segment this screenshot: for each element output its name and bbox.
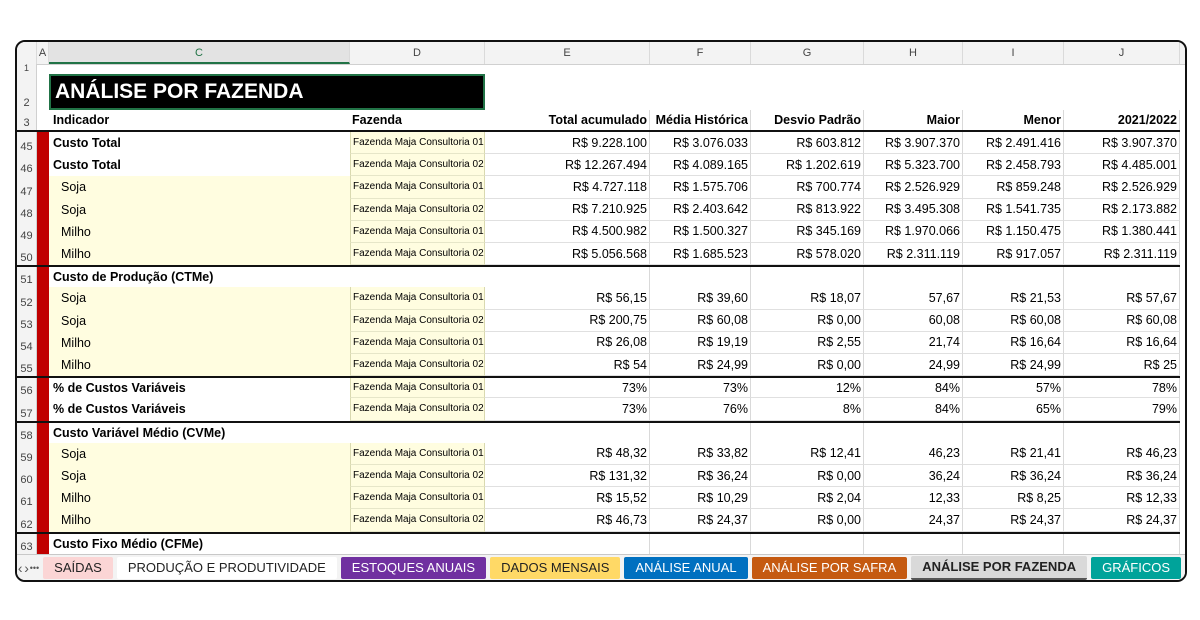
value-cell-f[interactable]: R$ 1.575.706	[650, 176, 751, 198]
value-cell-g[interactable]	[751, 423, 864, 443]
row-indicator-bar	[37, 378, 49, 398]
value-cell-f[interactable]: R$ 19,19	[650, 332, 751, 354]
sheet-row	[17, 74, 485, 110]
value-cell-i[interactable]: R$ 1.150.475	[963, 221, 1064, 243]
value-cell-i[interactable]: R$ 1.541.735	[963, 199, 1064, 221]
column-header-f[interactable]: F	[650, 42, 751, 64]
value-cell-e[interactable]	[485, 267, 650, 287]
farm-cell[interactable]: Fazenda Maja Consultoria 01	[350, 287, 485, 309]
value-cell-f[interactable]: 73%	[650, 378, 751, 398]
column-header-bar	[17, 42, 1185, 65]
value-cell-j[interactable]: R$ 60,08	[1064, 310, 1180, 332]
table-row	[17, 443, 1180, 465]
value-cell-i[interactable]	[963, 423, 1064, 443]
value-cell-h[interactable]: 36,24	[864, 465, 963, 487]
table-row	[17, 176, 1180, 198]
table-row	[17, 332, 1180, 354]
value-cell-e[interactable]: R$ 7.210.925	[485, 199, 650, 221]
row-indicator-bar	[37, 287, 49, 309]
sheet-tab[interactable]: ANÁLISE POR SAFRA	[752, 557, 908, 579]
header-menor: Menor	[963, 110, 1064, 130]
row-indicator-bar	[37, 443, 49, 465]
header-fazenda: Fazenda	[352, 113, 403, 127]
indicator-cell[interactable]: Milho	[49, 354, 350, 376]
value-cell-e[interactable]: 73%	[485, 378, 650, 398]
value-cell-f[interactable]: R$ 1.500.327	[650, 221, 751, 243]
value-cell-e[interactable]: R$ 4.727.118	[485, 176, 650, 198]
value-cell-i[interactable]: R$ 36,24	[963, 465, 1064, 487]
row-indicator-bar	[37, 132, 49, 154]
row-number[interactable]: 55	[17, 354, 37, 376]
value-cell-i[interactable]	[963, 534, 1064, 554]
column-header-j[interactable]: J	[1064, 42, 1180, 64]
farm-cell[interactable]: Fazenda Maja Consultoria 01	[350, 176, 485, 198]
value-cell-i[interactable]: 57%	[963, 378, 1064, 398]
select-all-corner[interactable]	[17, 42, 37, 64]
sheet-tab-bar	[17, 554, 1185, 581]
indicator-cell[interactable]: Milho	[49, 487, 350, 509]
table-row	[17, 398, 1180, 420]
value-cell-i[interactable]	[963, 267, 1064, 287]
sheet-tab[interactable]: SAÍDAS	[43, 557, 113, 579]
value-cell-h[interactable]: 24,99	[864, 354, 963, 376]
value-cell-f[interactable]: R$ 2.403.642	[650, 199, 751, 221]
value-cell-i[interactable]: R$ 2.491.416	[963, 132, 1064, 154]
indicator-cell[interactable]: % de Custos Variáveis	[53, 402, 186, 417]
value-cell-h[interactable]: 84%	[864, 398, 963, 420]
value-cell-f[interactable]	[650, 267, 751, 287]
column-header-d[interactable]: D	[350, 42, 485, 64]
header-row	[17, 110, 1180, 132]
spreadsheet-window	[15, 40, 1187, 582]
value-cell-j[interactable]	[1064, 423, 1180, 443]
header-indicador: Indicador	[53, 113, 110, 127]
table-row	[17, 421, 1180, 443]
sheet-tab[interactable]: ESTOQUES ANUAIS	[341, 557, 486, 579]
value-cell-e[interactable]: R$ 131,32	[485, 465, 650, 487]
value-cell-j[interactable]	[1064, 534, 1180, 554]
sheet-tab[interactable]: ANÁLISE POR FAZENDA	[911, 556, 1087, 580]
row-number[interactable]: 49	[17, 221, 37, 243]
value-cell-g[interactable]: R$ 578.020	[751, 243, 864, 265]
header-2021-2022: 2021/2022	[1064, 110, 1180, 130]
value-cell-e[interactable]: R$ 200,75	[485, 310, 650, 332]
row-number[interactable]: 46	[17, 154, 37, 176]
sheet-tab[interactable]: PRODUÇÃO E PRODUTIVIDADE	[117, 557, 337, 579]
row-indicator-bar	[37, 487, 49, 509]
value-cell-h[interactable]: 84%	[864, 378, 963, 398]
table-row	[17, 509, 1180, 531]
value-cell-h[interactable]	[864, 534, 963, 554]
value-cell-i[interactable]: R$ 60,08	[963, 310, 1064, 332]
farm-cell[interactable]: Fazenda Maja Consultoria 02	[350, 509, 485, 531]
value-cell-j[interactable]: R$ 2.173.882	[1064, 199, 1180, 221]
value-cell-j[interactable]: R$ 12,33	[1064, 487, 1180, 509]
value-cell-i[interactable]: R$ 24,37	[963, 509, 1064, 531]
table-row	[17, 221, 1180, 243]
value-cell-g[interactable]	[751, 267, 864, 287]
sheet-tab[interactable]: GRÁFICOS	[1091, 557, 1181, 579]
value-cell-g[interactable]: R$ 345.169	[751, 221, 864, 243]
farm-cell[interactable]: Fazenda Maja Consultoria 01	[350, 332, 485, 354]
value-cell-i[interactable]: R$ 24,99	[963, 354, 1064, 376]
value-cell-g[interactable]: R$ 0,00	[751, 509, 864, 531]
row-number[interactable]: 52	[17, 287, 37, 309]
scroll-tabs-right-icon[interactable]: ›	[24, 560, 29, 576]
value-cell-h[interactable]: R$ 1.970.066	[864, 221, 963, 243]
indicator-cell[interactable]: Custo Variável Médio (CVMe)	[53, 425, 226, 440]
row-number[interactable]: 51	[17, 267, 37, 287]
value-cell-i[interactable]: 65%	[963, 398, 1064, 420]
value-cell-j[interactable]: R$ 2.526.929	[1064, 176, 1180, 198]
indicator-cell[interactable]: Custo Total	[53, 136, 121, 151]
table-row	[17, 154, 1180, 176]
row-number[interactable]: 48	[17, 199, 37, 221]
tab-list	[43, 556, 1185, 580]
value-cell-f[interactable]: R$ 60,08	[650, 310, 751, 332]
value-cell-h[interactable]: R$ 2.526.929	[864, 176, 963, 198]
value-cell-e[interactable]	[485, 423, 650, 443]
value-cell-j[interactable]: R$ 4.485.001	[1064, 154, 1180, 176]
value-cell-j[interactable]: 79%	[1064, 398, 1180, 420]
indicator-cell[interactable]: Custo Total	[53, 158, 121, 173]
value-cell-e[interactable]: 73%	[485, 398, 650, 420]
row-number[interactable]: 60	[17, 465, 37, 487]
indicator-cell[interactable]: Milho	[49, 509, 350, 531]
value-cell-f[interactable]: R$ 24,37	[650, 509, 751, 531]
table-row	[17, 487, 1180, 509]
value-cell-g[interactable]: R$ 700.774	[751, 176, 864, 198]
row-number[interactable]: 2	[17, 74, 37, 110]
value-cell-e[interactable]: R$ 12.267.494	[485, 154, 650, 176]
value-cell-j[interactable]: R$ 24,37	[1064, 509, 1180, 531]
row-number[interactable]: 58	[17, 423, 37, 443]
row-number[interactable]: 1	[17, 64, 37, 74]
value-cell-i[interactable]: R$ 859.248	[963, 176, 1064, 198]
column-header-c[interactable]: C	[49, 42, 350, 64]
value-cell-e[interactable]: R$ 15,52	[485, 487, 650, 509]
row-number[interactable]: 61	[17, 487, 37, 509]
value-cell-h[interactable]: 46,23	[864, 443, 963, 465]
value-cell-f[interactable]: R$ 39,60	[650, 287, 751, 309]
indicator-cell[interactable]: Milho	[49, 243, 350, 265]
table-row	[17, 376, 1180, 398]
farm-cell[interactable]	[350, 534, 485, 554]
value-cell-h[interactable]: 60,08	[864, 310, 963, 332]
indicator-cell[interactable]: Milho	[49, 221, 350, 243]
row-number[interactable]: 53	[17, 310, 37, 332]
farm-cell[interactable]	[350, 267, 485, 287]
scroll-tabs-left-icon[interactable]: ‹	[17, 560, 23, 576]
row-indicator-bar	[37, 534, 49, 554]
row-indicator-bar	[37, 310, 49, 332]
value-cell-g[interactable]: R$ 813.922	[751, 199, 864, 221]
value-cell-j[interactable]: R$ 16,64	[1064, 332, 1180, 354]
value-cell-h[interactable]: 57,67	[864, 287, 963, 309]
table-row	[17, 465, 1180, 487]
farm-cell[interactable]: Fazenda Maja Consultoria 02	[350, 154, 485, 176]
row-indicator-bar	[37, 509, 49, 531]
indicator-cell[interactable]: Soja	[49, 176, 350, 198]
value-cell-f[interactable]: R$ 24,99	[650, 354, 751, 376]
value-cell-i[interactable]: R$ 2.458.793	[963, 154, 1064, 176]
value-cell-h[interactable]	[864, 267, 963, 287]
indicator-cell[interactable]: Soja	[49, 465, 350, 487]
value-cell-i[interactable]: R$ 8,25	[963, 487, 1064, 509]
row-indicator-bar	[37, 398, 49, 420]
farm-cell[interactable]	[350, 423, 485, 443]
table-row	[17, 132, 1180, 154]
value-cell-j[interactable]: R$ 1.380.441	[1064, 221, 1180, 243]
table-row	[17, 243, 1180, 265]
value-cell-j[interactable]: 78%	[1064, 378, 1180, 398]
value-cell-h[interactable]: 24,37	[864, 509, 963, 531]
value-cell-g[interactable]: R$ 0,00	[751, 310, 864, 332]
farm-cell[interactable]: Fazenda Maja Consultoria 02	[350, 354, 485, 376]
sheet-row	[17, 64, 37, 74]
column-header-i[interactable]: I	[963, 42, 1064, 64]
table-row	[17, 199, 1180, 221]
more-tabs-icon[interactable]: •••	[29, 563, 40, 573]
row-number[interactable]: 56	[17, 378, 37, 398]
value-cell-i[interactable]: R$ 917.057	[963, 243, 1064, 265]
value-cell-f[interactable]	[650, 423, 751, 443]
farm-cell[interactable]: Fazenda Maja Consultoria 02	[350, 310, 485, 332]
value-cell-j[interactable]: R$ 57,67	[1064, 287, 1180, 309]
row-indicator-bar	[37, 332, 49, 354]
value-cell-f[interactable]: R$ 4.089.165	[650, 154, 751, 176]
value-cell-g[interactable]: R$ 2,04	[751, 487, 864, 509]
value-cell-g[interactable]: R$ 0,00	[751, 465, 864, 487]
farm-cell[interactable]: Fazenda Maja Consultoria 02	[350, 465, 485, 487]
value-cell-i[interactable]: R$ 21,53	[963, 287, 1064, 309]
value-cell-g[interactable]: R$ 18,07	[751, 287, 864, 309]
sheet-tab[interactable]: DADOS MENSAIS	[490, 557, 620, 579]
table-row	[17, 354, 1180, 376]
row-number[interactable]: 62	[17, 509, 37, 531]
indicator-cell[interactable]: Soja	[49, 443, 350, 465]
row-number[interactable]: 3	[17, 110, 37, 130]
value-cell-j[interactable]: R$ 46,23	[1064, 443, 1180, 465]
value-cell-f[interactable]: R$ 3.076.033	[650, 132, 751, 154]
value-cell-g[interactable]: R$ 2,55	[751, 332, 864, 354]
farm-cell[interactable]: Fazenda Maja Consultoria 01	[350, 221, 485, 243]
farm-cell[interactable]: Fazenda Maja Consultoria 01	[350, 132, 485, 154]
value-cell-f[interactable]: R$ 1.685.523	[650, 243, 751, 265]
page-title[interactable]: ANÁLISE POR FAZENDA	[49, 74, 485, 110]
value-cell-j[interactable]: R$ 2.311.119	[1064, 243, 1180, 265]
value-cell-j[interactable]: R$ 25	[1064, 354, 1180, 376]
row-indicator-bar	[37, 154, 49, 176]
indicator-cell[interactable]: Milho	[49, 332, 350, 354]
row-indicator-bar	[37, 221, 49, 243]
value-cell-g[interactable]: 12%	[751, 378, 864, 398]
row-indicator-bar	[37, 243, 49, 265]
table-row	[17, 265, 1180, 287]
header-media-historica: Média Histórica	[650, 110, 751, 130]
table-row	[17, 287, 1180, 309]
header-maior: Maior	[864, 110, 963, 130]
indicator-cell[interactable]: % de Custos Variáveis	[53, 381, 186, 396]
value-cell-f[interactable]: 76%	[650, 398, 751, 420]
farm-cell[interactable]: Fazenda Maja Consultoria 02	[350, 243, 485, 265]
value-cell-i[interactable]: R$ 16,64	[963, 332, 1064, 354]
indicator-cell[interactable]: Soja	[49, 199, 350, 221]
indicator-cell[interactable]: Soja	[49, 287, 350, 309]
value-cell-h[interactable]: R$ 3.495.308	[864, 199, 963, 221]
table-row	[17, 532, 1180, 554]
value-cell-j[interactable]: R$ 3.907.370	[1064, 132, 1180, 154]
value-cell-g[interactable]: R$ 1.202.619	[751, 154, 864, 176]
value-cell-g[interactable]: R$ 603.812	[751, 132, 864, 154]
row-number[interactable]: 63	[17, 534, 37, 554]
table-row	[17, 310, 1180, 332]
value-cell-h[interactable]: R$ 2.311.119	[864, 243, 963, 265]
value-cell-h[interactable]: R$ 3.907.370	[864, 132, 963, 154]
value-cell-g[interactable]: R$ 12,41	[751, 443, 864, 465]
value-cell-e[interactable]: R$ 46,73	[485, 509, 650, 531]
value-cell-e[interactable]: R$ 9.228.100	[485, 132, 650, 154]
row-indicator-bar	[37, 199, 49, 221]
value-cell-f[interactable]	[650, 534, 751, 554]
column-header-e[interactable]: E	[485, 42, 650, 64]
indicator-cell[interactable]: Soja	[49, 310, 350, 332]
row-number[interactable]: 50	[17, 243, 37, 265]
farm-cell[interactable]: Fazenda Maja Consultoria 02	[350, 398, 485, 420]
row-number[interactable]: 45	[17, 132, 37, 154]
sheet-tab[interactable]: ANÁLISE ANUAL	[624, 557, 747, 579]
value-cell-h[interactable]: R$ 5.323.700	[864, 154, 963, 176]
column-header-a[interactable]: A	[37, 42, 49, 64]
indicator-cell[interactable]: Custo de Produção (CTMe)	[53, 270, 214, 285]
value-cell-e[interactable]	[485, 534, 650, 554]
column-header-g[interactable]: G	[751, 42, 864, 64]
value-cell-i[interactable]: R$ 21,41	[963, 443, 1064, 465]
value-cell-j[interactable]: R$ 36,24	[1064, 465, 1180, 487]
value-cell-g[interactable]: R$ 0,00	[751, 354, 864, 376]
value-cell-f[interactable]: R$ 33,82	[650, 443, 751, 465]
value-cell-j[interactable]	[1064, 267, 1180, 287]
value-cell-e[interactable]: R$ 26,08	[485, 332, 650, 354]
farm-cell[interactable]: Fazenda Maja Consultoria 01	[350, 443, 485, 465]
row-indicator-bar	[37, 423, 49, 443]
row-number[interactable]: 54	[17, 332, 37, 354]
value-cell-e[interactable]: R$ 56,15	[485, 287, 650, 309]
value-cell-g[interactable]: 8%	[751, 398, 864, 420]
value-cell-e[interactable]: R$ 5.056.568	[485, 243, 650, 265]
value-cell-f[interactable]: R$ 10,29	[650, 487, 751, 509]
sheet-grid	[17, 42, 1185, 554]
value-cell-g[interactable]	[751, 534, 864, 554]
indicator-cell[interactable]: Custo Fixo Médio (CFMe)	[53, 536, 203, 551]
header-desvio-padrao: Desvio Padrão	[751, 110, 864, 130]
value-cell-f[interactable]: R$ 36,24	[650, 465, 751, 487]
column-header-h[interactable]: H	[864, 42, 963, 64]
row-indicator-bar	[37, 176, 49, 198]
header-total-acumulado: Total acumulado	[485, 110, 650, 130]
value-cell-e[interactable]: R$ 4.500.982	[485, 221, 650, 243]
row-number[interactable]: 47	[17, 176, 37, 198]
farm-cell[interactable]: Fazenda Maja Consultoria 02	[350, 199, 485, 221]
row-indicator-bar	[37, 465, 49, 487]
value-cell-e[interactable]: R$ 54	[485, 354, 650, 376]
row-number[interactable]: 59	[17, 443, 37, 465]
farm-cell[interactable]: Fazenda Maja Consultoria 01	[350, 487, 485, 509]
value-cell-h[interactable]	[864, 423, 963, 443]
value-cell-e[interactable]: R$ 48,32	[485, 443, 650, 465]
row-indicator-bar	[37, 267, 49, 287]
value-cell-h[interactable]: 21,74	[864, 332, 963, 354]
row-indicator-bar	[37, 354, 49, 376]
farm-cell[interactable]: Fazenda Maja Consultoria 01	[350, 378, 485, 398]
row-number[interactable]: 57	[17, 398, 37, 420]
value-cell-h[interactable]: 12,33	[864, 487, 963, 509]
